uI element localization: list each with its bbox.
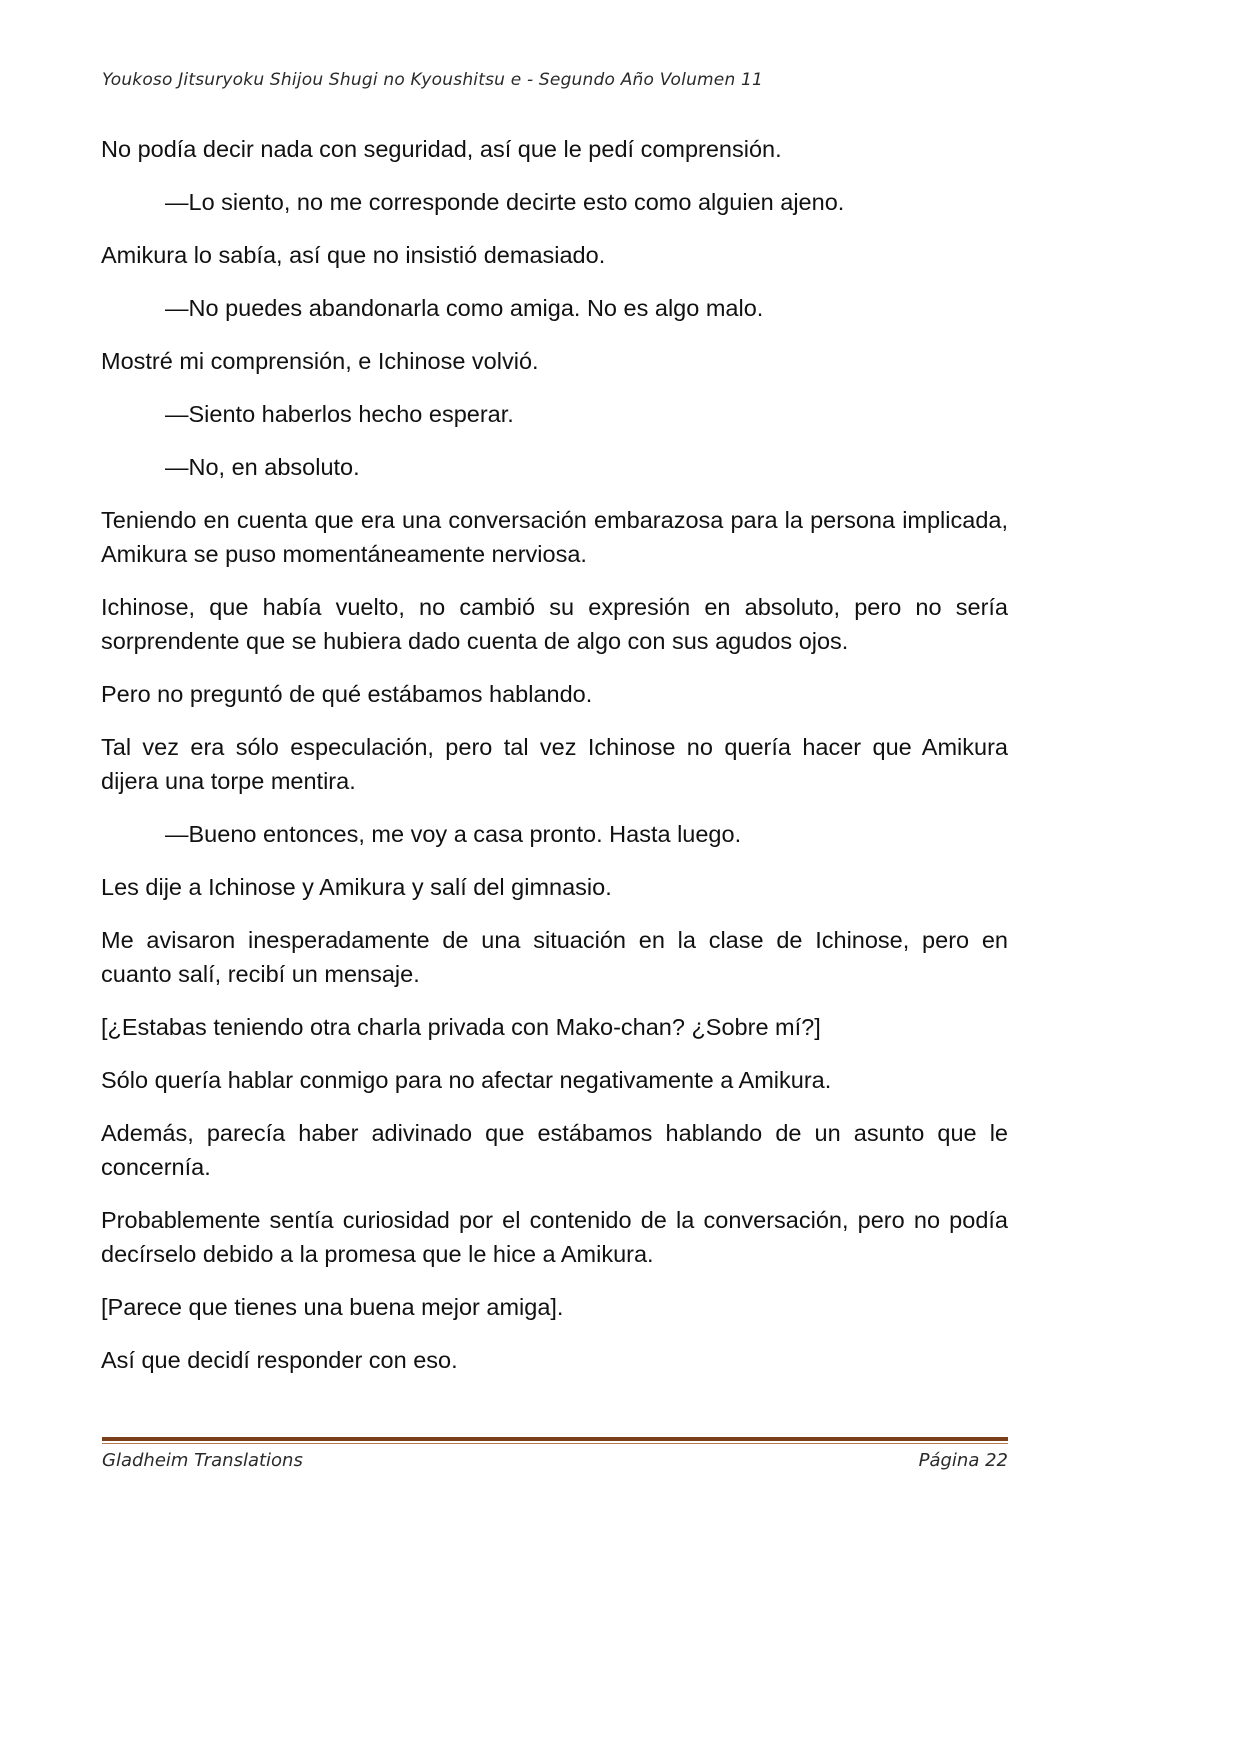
paragraph: Mostré mi comprensión, e Ichinose volvió. (101, 348, 539, 374)
paragraph: Además, parecía haber adivinado que estábamos hablando de un asunto que le concernía. (101, 1120, 1008, 1180)
paragraph: Pero no preguntó de qué estábamos hablando. (101, 681, 593, 707)
paragraph: [Parece que tienes una buena mejor amiga]. (101, 1294, 564, 1320)
footer-page-number: Página 22 (918, 1450, 1008, 1471)
paragraph: Les dije a Ichinose y Amikura y salí del gimnasio. (101, 874, 612, 900)
paragraph: Sólo quería hablar conmigo para no afectar negativamente a Amikura. (101, 1067, 832, 1093)
paragraph: Me avisaron inesperadamente de una situación en la clase de Ichinose, pero en cuanto salí, recibí un mensaje. (101, 927, 1008, 987)
footer-translator-credit: Gladheim Translations (102, 1450, 303, 1471)
paragraph: Así que decidí responder con eso. (101, 1347, 458, 1373)
paragraph: Probablemente sentía curiosidad por el contenido de la conversación, pero no podía decírselo debido a la promesa que le hice a Amikura. (101, 1207, 1008, 1267)
paragraph: Tal vez era sólo especulación, pero tal vez Ichinose no quería hacer que Amikura dijera una torpe mentira. (101, 734, 1008, 794)
running-header: Youkoso Jitsuryoku Shijou Shugi no Kyoushitsu e - Segundo Año Volumen 11 (102, 70, 764, 90)
paragraph: Teniendo en cuenta que era una conversación embarazosa para la persona implicada, Amikura se puso momentáneamente nerviosa. (101, 507, 1008, 567)
footer-divider-thin (102, 1443, 1008, 1444)
dialog-line: —No puedes abandonarla como amiga. No es algo malo. (165, 295, 764, 321)
paragraph: Amikura lo sabía, así que no insistió demasiado. (101, 242, 606, 268)
paragraph: Ichinose, que había vuelto, no cambió su expresión en absoluto, pero no sería sorprendente que se hubiera dado cuenta de algo con sus agudos ojos. (101, 594, 1008, 654)
body-text (101, 132, 1008, 1396)
paragraph: No podía decir nada con seguridad, así que le pedí comprensión. (101, 136, 782, 162)
footer-divider (102, 1437, 1008, 1441)
dialog-line: —Siento haberlos hecho esperar. (165, 401, 514, 427)
paragraph: [¿Estabas teniendo otra charla privada con Mako-chan? ¿Sobre mí?] (101, 1014, 821, 1040)
dialog-line: —Bueno entonces, me voy a casa pronto. Hasta luego. (165, 821, 742, 847)
dialog-line: —Lo siento, no me corresponde decirte esto como alguien ajeno. (165, 189, 845, 215)
dialog-line: —No, en absoluto. (165, 454, 360, 480)
